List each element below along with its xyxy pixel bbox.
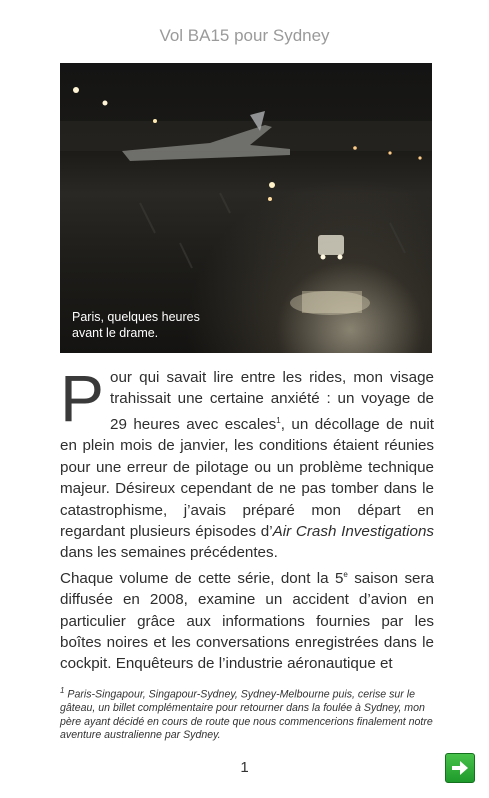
series-title: Air Crash Investigations (272, 522, 434, 540)
paragraph-1 (60, 361, 434, 564)
ordinal-superscript: e (343, 569, 348, 579)
photo-caption (72, 309, 200, 341)
caption-line-1: Paris, quelques heures (72, 310, 200, 324)
paragraph-1-part-a: our qui savait lire entre les rides, mon visage trahissait une certaine anxiété : un voyage de 29 heures avec escales (110, 369, 434, 433)
page-number: 1 (240, 759, 249, 776)
paragraph-2 (60, 564, 434, 675)
footnote-marker: 1 (60, 686, 65, 695)
paragraph-1-part-b: , un décollage de nuit en plein mois de janvier, les conditions étaient réunies pour une erreur de pilotage ou un problème technique majeur. Désireux cependant de ne pas tomber dans le catastrophisme, j’avais préparé mon départ en regardant plusieurs épisodes d’ (60, 415, 434, 540)
paragraph-1-part-c: dans les semaines précédentes. (60, 544, 278, 562)
paragraph-2-part-a: Chaque volume de cette série, dont la 5 (60, 569, 344, 587)
footnote-ref-1[interactable]: 1 (276, 415, 281, 425)
drop-cap: P (60, 361, 105, 435)
arrow-right-icon (449, 757, 471, 779)
page-header-title: Vol BA15 pour Sydney (159, 26, 330, 45)
footnote (60, 684, 436, 743)
footnote-text: Paris-Singapour, Singapour-Sydney, Sydney-Melbourne puis, cerise sur le gâteau, un billet complémentaire pour retourner dans la foulée à Sydney, mon père ayant décidé en cours de route que nous commencerions finalement notre aventure australienne par Sydney. (60, 688, 433, 742)
next-page-button[interactable] (445, 753, 475, 783)
photo-paris-airport (60, 63, 432, 353)
caption-line-2: avant le drame. (72, 326, 159, 340)
article-body (60, 361, 435, 675)
paragraph-2-part-b: saison sera diffusée en 2008, examine un accident d’avion en particulier grâce aux informations fournies par les boîtes noires et les conversations enregistrées dans le cockpit. Enquêteurs de l’industrie aéronautique et (60, 569, 435, 673)
